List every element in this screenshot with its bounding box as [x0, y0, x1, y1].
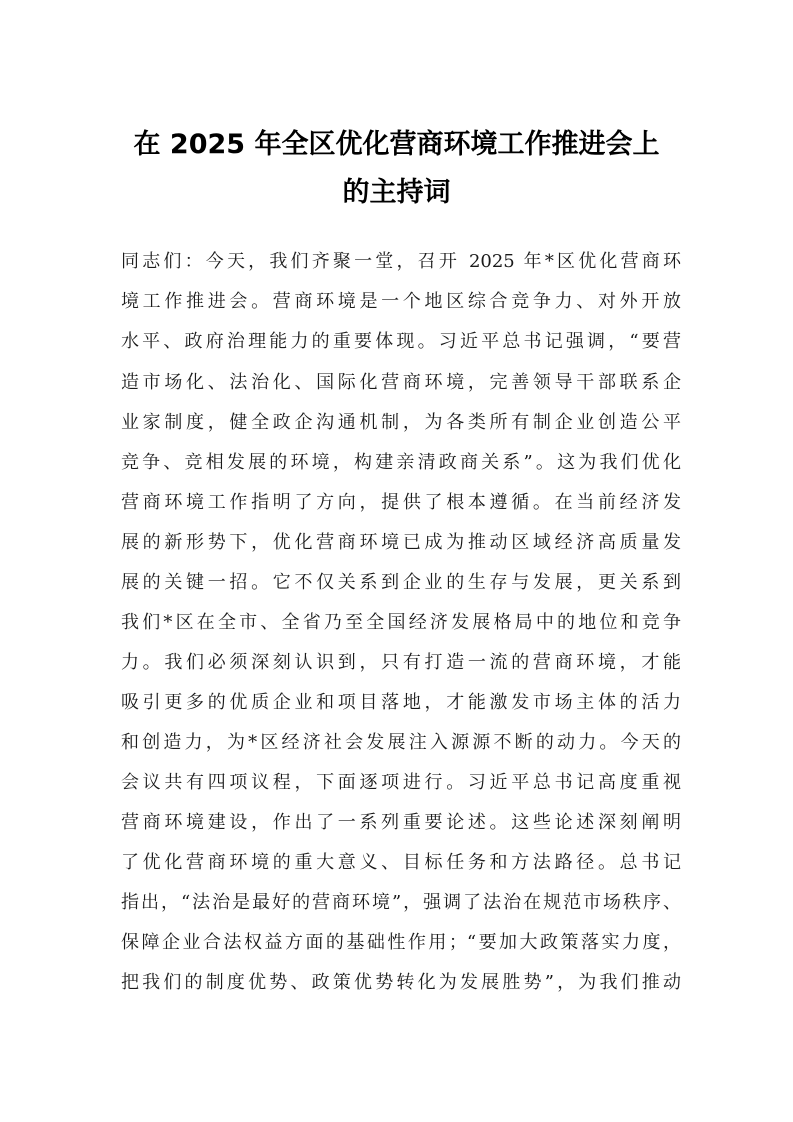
body-line-19: 把我们的制度优势、政策优势转化为发展胜势”，为我们推动: [121, 972, 681, 993]
body-line-3: 水平、政府治理能力的重要体现。习近平总书记强调，“要营: [121, 331, 681, 352]
body-line-16: 了优化营商环境的重大意义、目标任务和方法路径。总书记: [121, 852, 681, 873]
body-line-4: 造市场化、法治化、国际化营商环境，完善领导干部联系企: [121, 372, 681, 393]
body-line-6: 竞争、竞相发展的环境，构建亲清政商关系”。这为我们优化: [121, 452, 681, 473]
body-line-1: 同志们：今天，我们齐聚一堂，召开 2025 年*区优化营商环: [121, 251, 681, 272]
body-line-13: 和创造力，为*区经济社会发展注入源源不断的动力。今天的: [121, 732, 681, 753]
body-line-10: 我们*区在全市、全省乃至全国经济发展格局中的地位和竞争: [121, 612, 681, 633]
body-line-9: 展的关键一招。它不仅关系到企业的生存与发展，更关系到: [121, 572, 681, 593]
body-line-17: 指出，“法治是最好的营商环境”，强调了法治在规范市场秩序、: [121, 892, 681, 913]
body-line-12: 吸引更多的优质企业和项目落地，才能激发市场主体的活力: [121, 692, 681, 713]
document-title-line-1: 在 2025 年全区优化营商环境工作推进会上: [133, 129, 660, 160]
body-line-7: 营商环境工作指明了方向，提供了根本遵循。在当前经济发: [121, 492, 681, 513]
body-line-14: 会议共有四项议程，下面逐项进行。习近平总书记高度重视: [121, 772, 681, 793]
body-line-15: 营商环境建设，作出了一系列重要论述。这些论述深刻阐明: [121, 812, 681, 833]
document-title-line-2: 的主持词: [342, 177, 451, 208]
body-line-18: 保障企业合法权益方面的基础性作用；“要加大政策落实力度，: [121, 932, 681, 953]
body-line-2: 境工作推进会。营商环境是一个地区综合竞争力、对外开放: [121, 291, 681, 312]
body-line-8: 展的新形势下，优化营商环境已成为推动区域经济高质量发: [121, 532, 681, 553]
body-line-11: 力。我们必须深刻认识到，只有打造一流的营商环境，才能: [121, 652, 681, 673]
body-line-5: 业家制度，健全政企沟通机制，为各类所有制企业创造公平: [121, 412, 681, 433]
